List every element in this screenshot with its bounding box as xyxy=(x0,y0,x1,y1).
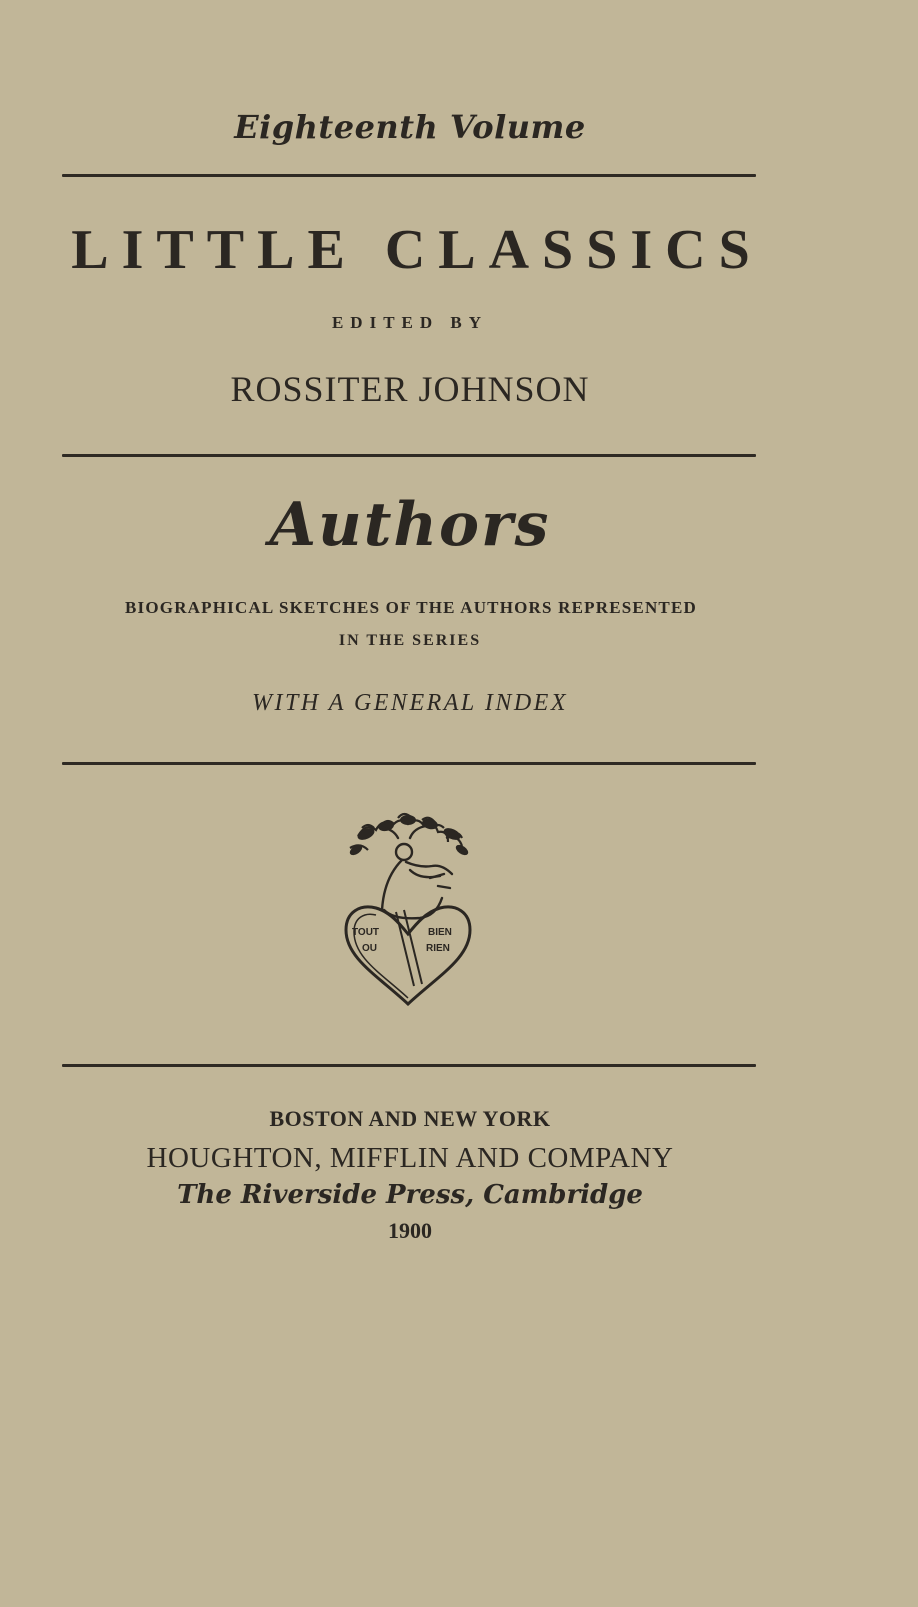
upper-rule xyxy=(62,454,756,457)
edited-by-label: EDITED BY xyxy=(331,313,489,332)
motto-right-2: RIEN xyxy=(426,943,450,954)
subtitle-line-2: IN THE SERIES xyxy=(338,632,482,649)
motto-right-1: BIEN xyxy=(428,927,452,938)
imprint-publisher: HOUGHTON, MIFFLIN AND COMPANY xyxy=(146,1142,674,1174)
top-rule xyxy=(62,174,756,177)
volume-title: Authors xyxy=(269,490,551,560)
motto-left-2: OU xyxy=(362,943,377,954)
motto-left-1: TOUT xyxy=(352,927,380,938)
volume-number: Eighteenth Volume xyxy=(234,108,586,146)
editor-name: ROSSITER JOHNSON xyxy=(230,369,590,409)
middle-rule xyxy=(62,762,756,765)
series-title: LITTLE CLASSICS xyxy=(71,219,763,281)
imprint-year: 1900 xyxy=(388,1218,432,1243)
printers-device-icon xyxy=(338,808,478,1008)
imprint-place: BOSTON AND NEW YORK xyxy=(269,1106,551,1131)
subtitle-line-3: WITH A GENERAL INDEX xyxy=(251,690,568,716)
subtitle-line-1: BIOGRAPHICAL SKETCHES OF THE AUTHORS REPRESENTED xyxy=(125,598,697,617)
lower-rule xyxy=(62,1064,756,1067)
imprint-press: The Riverside Press, Cambridge xyxy=(177,1180,643,1210)
